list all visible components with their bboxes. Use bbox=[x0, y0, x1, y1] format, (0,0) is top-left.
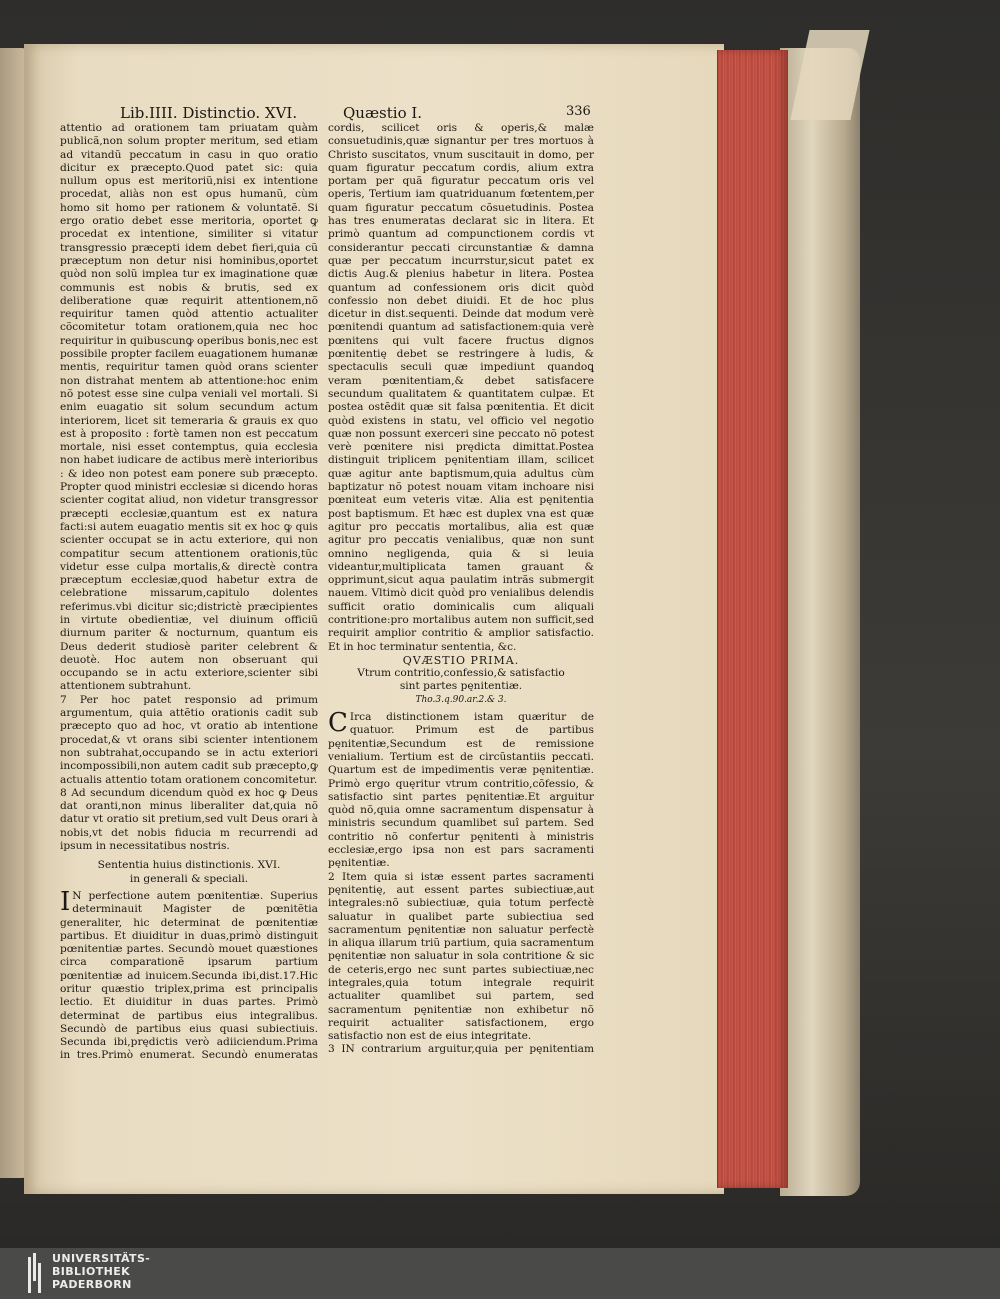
logo-line-1: UNIVERSITÄTS- bbox=[52, 1252, 151, 1265]
section-heading-line2: in generali & speciali. bbox=[129, 872, 249, 885]
left-paragraph-8: 8 Ad secundum dicendum quòd ex hoc ꝙ Deus dat oranti,non minus liberaliter dat,quia nõ datur vt oratio sit pretium,sed vult Deus orari à nobis,vt det nobis fiducia m recurrendi ad ipsum in necessitatibus nostris. bbox=[60, 786, 318, 853]
left-main-paragraph bbox=[60, 886, 318, 1062]
question-heading: QVÆSTIO PRIMA. bbox=[402, 653, 520, 667]
logo-line-2: BIBLIOTHEK bbox=[52, 1265, 131, 1278]
question-paragraph-1 bbox=[328, 708, 594, 871]
dropcap-i: I bbox=[60, 886, 71, 917]
dropcap-c: C bbox=[328, 708, 348, 739]
question-paragraph-2: 2 Item quia si istæ essent partes sacramenti pęnitentię, aut essent partes subiectiuæ,aut integrales:nõ subiectiuæ, quia totum perfectè saluatur in qualibet parte subiectiua sed sacramentum pęnitentiæ non saluatur perfectè in aliqua illarum triũ partium, quia sacramentum pęnitentiæ non saluatur in sola contritione & sic de ceteris,ergo nec sunt partes subiectiuæ,nec integrales,quia totum integrale requirit actualiter quamlibet sui partem, sed sacramentum pęnitentiæ non exhibetur nõ requirit actualiter satisfactionem, ergo satisfactio non est de eius integritate. bbox=[328, 870, 594, 1043]
book-fore-edge bbox=[780, 48, 860, 1196]
library-logo-text bbox=[52, 1252, 150, 1291]
question-title-line2: sint partes pęnitentiæ. bbox=[399, 680, 523, 693]
question-title-line1: Vtrum contritio,confessio,& satisfactio bbox=[357, 667, 565, 680]
question-paragraph-3: 3 IN contrarium arguitur,quia per pęnitentiam bbox=[328, 1043, 594, 1056]
left-main-text: N perfectione autem pœnitentiæ. Superius determinauit Magister de pœnitẽtia generaliter, hic determinat de pœnitentiæ partibus. Et diuiditur in duas,primò distinguit pœnitentiæ partes. Secundò mouet quæstiones circa comparationẽ ipsarum partium pœnitentiæ ad inuicem.Secunda ibi,dist.17.Hic oritur quæstio triplex,prima est principalis lectio. Et diuiditur in duas partes. Primò determinat de partibus eius integralibus. Secundò de partibus eius quasi subiectiuis. Secunda ibi,prędictis verò adiiciendum.Prima in tres.Primò enumerat. Secundò enumeratas bbox=[60, 889, 318, 1062]
right-paragraph-continued: cordis, scilicet oris & operis,& malæ consuetudinis,quæ signantur per tres mortuos à Christo suscitatos, vnum suscitauit in domo, per quam figuratur peccatum cordis, alium extra portam per quã figuratur peccatum oris vel operis, Tertium iam quatriduanum fœtentem,per quam figuratur peccatum cõsuetudinis. Postea has tres enumeratas declarat sic in litera. Et primò quantum ad compunctionem cordis vt considerantur peccati circunstantiæ & damna quæ per peccatum incurrstur,sicut patet ex dictis Aug.& plenius habetur in litera. Postea quantum ad confessionem oris dicit quòd confessio non debet diuidi. Et de hoc plus dicetur in dist.sequenti. Deinde dat modum verè pœnitendi quantum ad satisfactionem:quia verè pœnitens qui vult facere fructus dignos pœnitentię debet se restringere à ludis, & spectaculis seculi quæ impediunt quandoꝗ veram pœnitentiam,& debet satisfacere secundum qualitatem & quantitatem culpæ. Et postea ostẽdit quæ sit falsa pœnitentia. Et dicit quòd existens in statu, vel officio vel negotio quæ non possunt exerceri sine peccato nõ potest verè pœnitere nisi prędicta dimittat.Postea distinguit triplicem pęnitentiam illam, scilicet quæ agitur ante baptismum,quia adultus cùm baptizatur nõ potest nouam vitam inchoare nisi pœniteat eum veteris vitæ. Alia est pęnitentia post baptismum. Et hæc est duplex vna est quæ agitur pro peccatis mortalibus, alia est quæ agitur pro peccatis venialibus, quæ non sunt omnino negligenda, quia & si leuia videantur,multiplicata tamen grauant & opprimunt,sicut aqua paulatim intrãs submergit nauem. Vltimò dicit quòd pro venialibus delendis sufficit oratio dominicalis cum aliquali contritione:pro mortalibus autem non sufficit,sed requirit amplior contritio & amplior satisfactio. Et in hoc terminatur sententia, &c. bbox=[328, 122, 594, 653]
red-page-edges bbox=[717, 50, 788, 1188]
left-paragraph-a: attentio ad orationem tam priuatam quàm publicã,non solum propter meritum, sed etiam ad vitandũ peccatum in casu in quo oratio dicitur ex præcepto.Quod patet sic: quia nullum opus est meritoriũ,nisi ex intentione procedat, aliàs non est opus humanũ, cùm homo sit homo per rationem & voluntatẽ. Si ergo oratio debet esse meritoria, oportet ꝙ procedat ex intentione, similiter si vitatur transgressio præcepti idem debet fieri,quia cũ præceptum non detur nisi hominibus,oportet quòd non solũ implea tur ex imaginatione quæ communis est nobis & brutis, sed ex deliberatione quæ requirit attentionem,nõ requiritur tamen quòd attentio actualiter cõcomitetur totam orationem,quia nec hoc requiritur in quibuscunꝙ operibus bonis,nec est possibile propter facilem euagationem humanæ mentis, requiritur tamen quòd orans scienter non distrahat mentem ab attentione:hoc enim nõ potest esse sine culpa veniali vel mortali. Si enim euagatio sit solum secundum actum interiorem, licet sit temeraria & grauis ex quo est à proposito : fortè tamen non est peccatum mortale, nisi esset contemptus, quia ecclesia non habet iudicare de actibus merè interioribus : & ideo non potest eam ponere sub præcepto. Propter quod ministri ecclesiæ si dicendo horas scienter cogitat aliud, non videtur transgressor præcepti ecclesiæ,quantum est ex natura facti:si autem euagatio mentis sit ex hoc ꝙ quis scienter occupat se in actu exteriore, qui non compatitur secum attentionem orationis,tũc videtur esse culpa mortalis,& directè contra præceptum ecclesiæ,quod habetur extra de celebratione missarum,capitulo dolentes referimus.vbi dicitur sic;districtè præcipientes in virtute obedientiæ, vel diuinum officiũ diurnum pariter & nocturnum, quantum eis Deus dederit studiosè pariter celebrent & deuotè. Hoc autem non obseruant qui occupando se in actu exteriore,scienter sibi attentionem subtrahunt. bbox=[60, 122, 318, 693]
left-text-column bbox=[60, 122, 318, 1062]
thomas-reference: Tho.3.q.90.ar.2.& 3. bbox=[415, 694, 507, 705]
left-paragraph-7: 7 Per hoc patet responsio ad primum argumentum, quia attẽtio orationis cadit sub præcepto quo ad hoc, vt oratio ab intentione procedat,& vt orans sibi scienter intentionem non subtrahat,occupando se in actu exteriori incompossibili,non autem cadit sub præcepto,ꝙ actualis attentio totam orationem concomitetur. bbox=[60, 693, 318, 786]
right-text-column bbox=[328, 122, 594, 1057]
page-number: 336 bbox=[566, 104, 591, 119]
running-head-left: Lib.IIII. Distinctio. XVI. bbox=[120, 104, 298, 122]
library-logo-icon bbox=[28, 1253, 40, 1293]
section-heading-line1: Sententia huius distinctionis. XVI. bbox=[97, 859, 281, 872]
logo-line-3: PADERBORN bbox=[52, 1278, 132, 1291]
question-paragraph-1-text: Irca distinctionem istam quæritur de quatuor. Primum est de partibus pęnitentiæ,Secundum est de remissione venialium. Tertium est de circũstantiis peccati. Quartum est de impedimentis veræ pęnitentiæ. Primò ergo quęritur vtrum contritio,cõfessio, & satisfactio sint partes pęnitentiæ.Et arguitur quòd nõ,quia omne sacramentum dispensatur à ministris secundum quamlibet suî partem. Sed contritio nõ confertur pęnitenti à ministris ecclesiæ,ergo ipsa non est pars sacramenti pęnitentiæ. bbox=[328, 711, 594, 870]
running-head-middle: Quæstio I. bbox=[343, 104, 423, 122]
